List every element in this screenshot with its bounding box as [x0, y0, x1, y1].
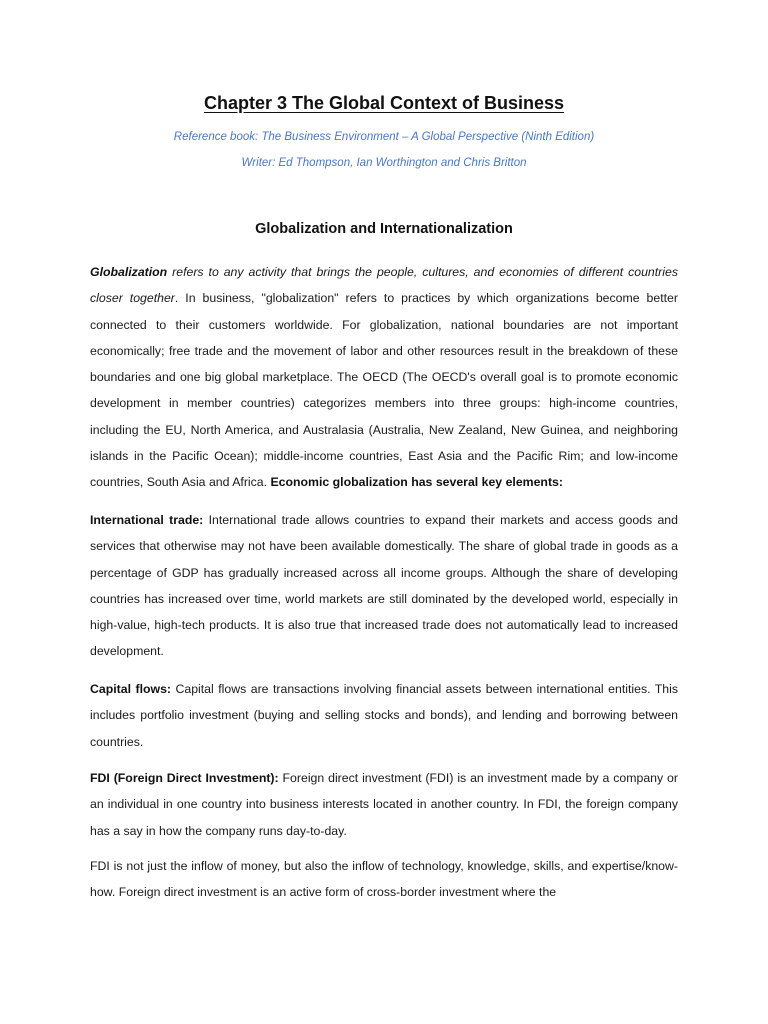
- term-fdi: FDI (Foreign Direct Investment):: [90, 771, 279, 785]
- paragraph-text: Foreign direct investment (FDI) is an investment made by a company or an individual in one country into business interests located in another country. In FDI, the foreign company has a say in how the company runs day-to-day.: [90, 771, 678, 838]
- chapter-title: Chapter 3 The Global Context of Business: [203, 93, 565, 113]
- reference-book-line: Reference book: The Business Environment – A Global Perspective (Ninth Edition): [173, 131, 595, 143]
- paragraph-text: . In business, "globalization" refers to practices by which organizations become better connected to their customers worldwide. For globalization, national boundaries are not important economically; free trade and the movement of labor and other resources result in the breakdown of these boundaries and one big global marketplace. The OECD (The OECD's overall goal is to promote economic development in member countries) categorizes members into three groups: high-income countries, including the EU, North America, and Australasia (Australia, New Zealand, New Guinea, and neighboring islands in the Pacific Ocean); middle-income countries, East Asia and the Pacific Rim; and low-income countries, South Asia and Africa.: [90, 291, 678, 490]
- paragraph-international-trade: [90, 507, 678, 665]
- paragraph-globalization: [90, 259, 678, 496]
- paragraph-fdi-continued: [90, 853, 678, 906]
- writer-line: Writer: Ed Thompson, Ian Worthington and Chris Britton: [241, 157, 527, 169]
- key-elements-lead: Economic globalization has several key elements:: [270, 475, 563, 490]
- paragraph-text: International trade allows countries to expand their markets and access goods and services that otherwise may not have been available domestically. The share of global trade in goods as a percentage of GDP has gradually increased across all income groups. Although the share of developing countries has increased over time, world markets are still dominated by the developed world, especially in high-value, high-tech products. It is also true that increased trade does not automatically lead to increased development.: [90, 513, 678, 659]
- paragraph-text: FDI is not just the inflow of money, but also the inflow of technology, knowledge, skills, and expertise/know-how. Foreign direct investment is an active form of cross-border investment where the: [90, 859, 678, 900]
- paragraph-capital-flows: [90, 676, 678, 755]
- term-international-trade: International trade:: [90, 513, 204, 527]
- term-globalization: Globalization: [90, 265, 168, 279]
- section-heading: Globalization and Internationalization: [255, 221, 513, 237]
- paragraph-fdi: [90, 765, 678, 844]
- globalization-definition: refers to any activity that brings the people, cultures, and economies of different countries closer together: [90, 265, 678, 306]
- term-capital-flows: Capital flows:: [90, 682, 171, 696]
- paragraph-text: Capital flows are transactions involving financial assets between international entities. This includes portfolio investment (buying and selling stocks and bonds), and lending and borrowing between countries.: [90, 682, 679, 749]
